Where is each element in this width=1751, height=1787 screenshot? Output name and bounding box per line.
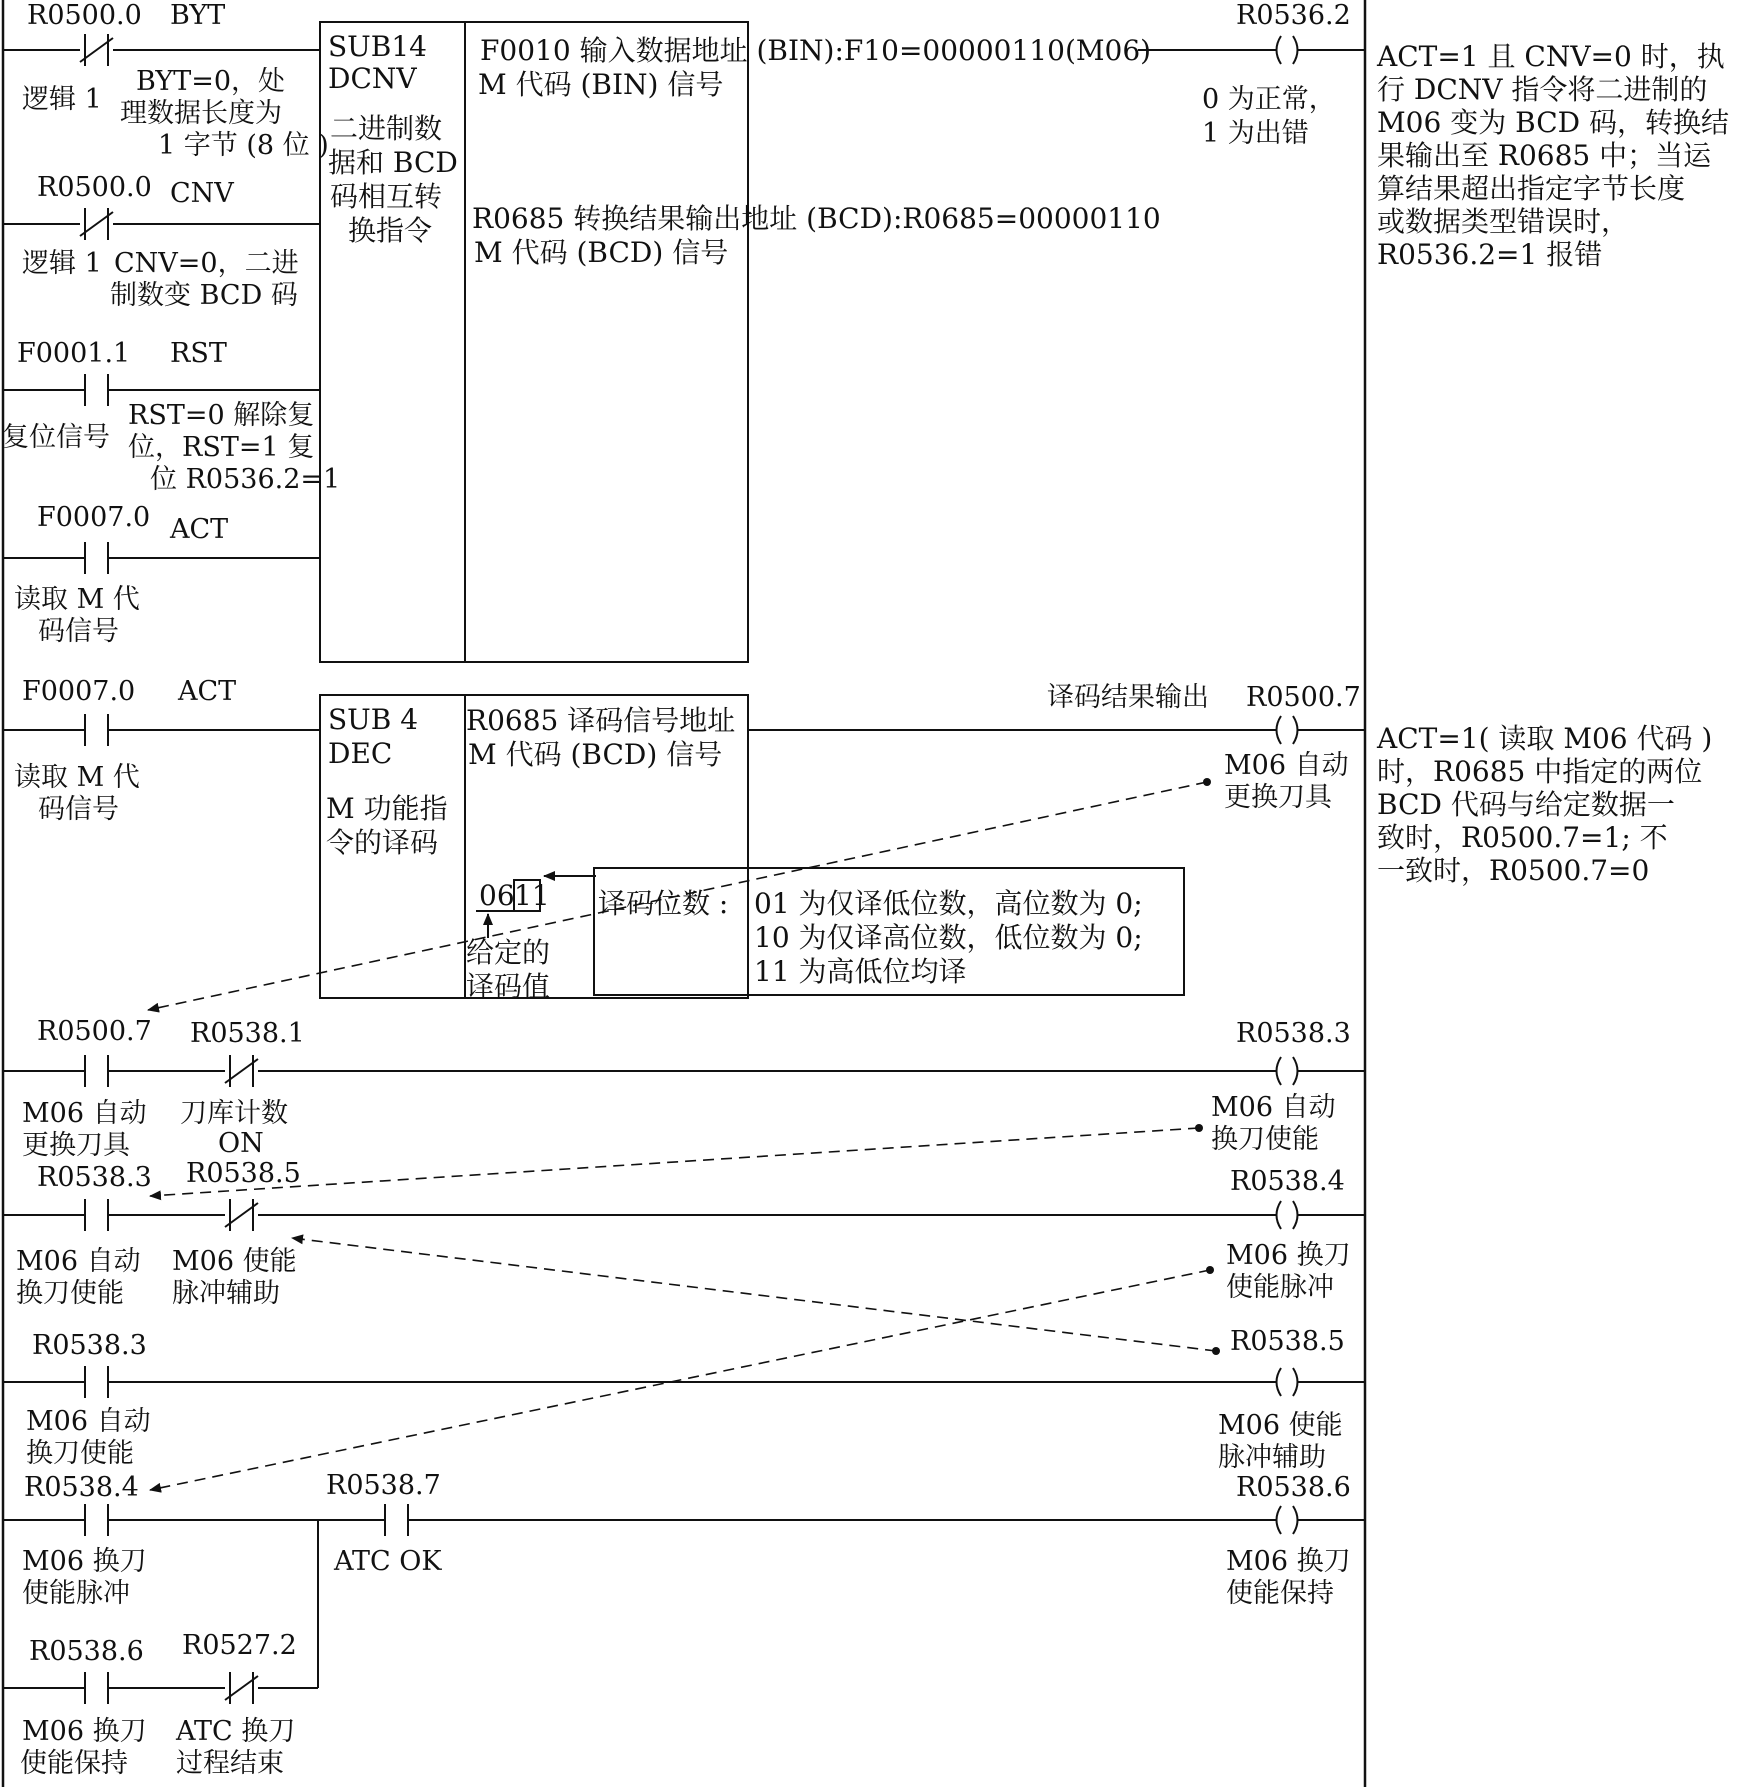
rst-note-4: 位 R0536.2=1 [150,464,341,495]
contact-r0527-2 [225,1672,258,1704]
coil-r0500-7 [1277,716,1298,744]
coil-r0536-2-note-2: 1 为出错 [1202,118,1309,149]
r6-coil-note-1: M06 换刀 [1226,1546,1351,1577]
decode-value: 06 [479,879,515,912]
contact-r0538-6 [85,1672,108,1704]
coil-r0500-7-address: R0500.7 [1246,682,1361,713]
r3-contact-2-note-1: 刀库计数 [180,1098,288,1129]
r3-coil-note-2: 换刀使能 [1211,1124,1319,1155]
coil-r0538-4 [1277,1201,1298,1229]
given-decode-value-1: 给定的 [466,936,551,969]
act-address-dec: F0007.0 [22,676,136,707]
dec-param-signal: M 代码 (BCD) 信号 [468,738,723,771]
r5-coil-note-2: 脉冲辅助 [1218,1442,1326,1473]
rung-auto-tool-change-enable [3,1016,1365,1161]
dcnv-comment-3: M06 变为 BCD 码，转换结 [1377,106,1729,139]
r4-contact-1-note-1: M06 自动 [16,1246,141,1277]
r3-coil-note-1: M06 自动 [1211,1092,1336,1123]
r5-contact-address: R0538.3 [32,1330,147,1361]
dec-func-2: DEC [328,737,393,770]
cnv-note-1: 逻辑 1 [22,248,102,279]
r6-coil-address: R0538.6 [1236,1472,1351,1503]
r4-contact-2-address: R0538.5 [186,1158,301,1189]
r5-contact-note-1: M06 自动 [26,1406,151,1437]
coil-r0500-7-note-1: M06 自动 [1224,750,1349,781]
r6-coil-note-2: 使能保持 [1226,1578,1334,1609]
contact-r0538-4 [85,1504,108,1536]
dcnv-output-param: R0685 转换结果输出地址 (BCD):R0685=00000110 [472,202,1161,235]
r4-contact-2-note-2: 脉冲辅助 [172,1278,280,1309]
coil-r0536-2-note-1: 0 为正常， [1202,84,1336,115]
xref-arrow-r0538-4 [150,1270,1210,1490]
coil-r0536-2 [1277,36,1298,64]
r5-coil-note-1: M06 使能 [1218,1410,1343,1441]
dcnv-func-1: SUB14 [328,30,427,63]
byt-note-1: 逻辑 1 [22,84,102,115]
rung-tool-change-enable-pulse [3,1158,1365,1309]
cnv-name: CNV [170,178,234,209]
r6-contact-2-address: R0538.7 [326,1470,441,1501]
dec-comment-4: 致时，R0500.7=1; 不 [1377,821,1668,854]
contact-r0500-7 [85,1055,108,1087]
dec-func-4: 令的译码 [326,826,439,859]
r4-coil-note-1: M06 换刀 [1226,1240,1351,1271]
dec-comment-3: BCD 代码与给定数据一 [1377,788,1675,821]
r6-contact-1-address: R0538.4 [24,1472,139,1503]
dcnv-func-2: DCNV [328,62,417,95]
rst-note-3: 位，RST=1 复 [128,432,315,463]
coil-r0538-6 [1277,1506,1298,1534]
r4-coil-note-2: 使能脉冲 [1226,1272,1334,1303]
dcnv-func-6: 换指令 [348,214,433,247]
r5-coil-address: R0538.5 [1230,1326,1345,1357]
r6-contact-2-note: ATC OK [334,1546,442,1577]
contact-act-dcnv [85,542,108,574]
rung-dcnv [2,0,1729,662]
rst-note-1: 复位信号 [2,422,110,453]
r4-contact-1-note-2: 换刀使能 [16,1278,124,1309]
decode-digits-line-1: 01 为仅译低位数，高位数为 0; [754,887,1143,920]
coil-r0538-5 [1277,1368,1298,1396]
decode-digits-line-3: 11 为高低位均译 [754,955,967,988]
coil-r0538-3 [1277,1057,1298,1085]
decode-digits-title: 译码位数 : [598,887,729,920]
rung-enable-pulse-aux [3,1326,1365,1473]
act-note-dec-2: 码信号 [38,794,119,825]
given-decode-value-2: 译码值 [466,970,551,1003]
r4-contact-1-address: R0538.3 [37,1162,152,1193]
contact-r0538-7 [385,1504,408,1536]
byt-note-3: 理数据长度为 [120,98,282,129]
dcnv-comment-2: 行 DCNV 指令将二进制的 [1377,73,1708,106]
cross-reference-arrows [148,778,1220,1490]
byt-note-2: BYT=0，处 [136,66,286,97]
r3-contact-1-address: R0500.7 [37,1016,152,1047]
xref-arrow-r0538-3 [150,1128,1199,1196]
r5-contact-note-2: 换刀使能 [26,1438,134,1469]
rst-address: F0001.1 [17,338,131,369]
byt-name: BYT [170,0,226,31]
xref-arrow-r0538-5 [292,1238,1216,1351]
contact-rst [85,374,108,406]
contact-r0538-1 [225,1055,258,1087]
r6-contact-4-note-1: ATC 换刀 [176,1716,296,1747]
dcnv-input-param: F0010 输入数据地址 (BIN):F10=00000110(M06) [480,34,1152,67]
coil-r0536-2-address: R0536.2 [1236,0,1351,31]
dec-func-1: SUB 4 [328,703,419,736]
r4-contact-2-note-1: M06 使能 [172,1246,297,1277]
rst-name: RST [170,338,227,369]
act-note-dcnv-1: 读取 M 代 [14,584,140,615]
r3-contact-1-note-1: M06 自动 [22,1098,147,1129]
act-name-dcnv: ACT [170,514,229,545]
r4-coil-address: R0538.4 [1230,1166,1345,1197]
cnv-address: R0500.0 [37,172,152,203]
byt-address: R0500.0 [27,0,142,31]
act-address-dcnv: F0007.0 [37,502,151,533]
r6-contact-3-note-1: M06 换刀 [22,1716,147,1747]
dcnv-comment-6: 或数据类型错误时， [1377,205,1630,238]
dec-comment-2: 时，R0685 中指定的两位 [1377,755,1703,788]
dcnv-comment-1: ACT=1 且 CNV=0 时，执 [1377,40,1725,73]
dcnv-comment-5: 算结果超出指定字节长度 [1377,172,1686,205]
dcnv-comment-7: R0536.2=1 报错 [1377,238,1603,271]
coil-r0500-7-title: 译码结果输出 [1047,682,1209,713]
byt-note-4: 1 字节 (8 位 ) [158,130,329,161]
dcnv-func-5: 码相互转 [330,180,443,213]
dcnv-func-4: 据和 BCD [328,146,458,179]
act-name-dec: ACT [178,676,237,707]
cnv-note-2: CNV=0，二进 [114,248,299,279]
contact-r0538-5 [225,1199,258,1231]
r6-contact-3-address: R0538.6 [29,1636,144,1667]
r3-contact-2-address: R0538.1 [190,1018,305,1049]
dec-comment-5: 一致时，R0500.7=0 [1377,854,1650,887]
r6-contact-4-note-2: 过程结束 [176,1748,284,1779]
dcnv-func-3: 二进制数 [330,112,443,145]
rst-note-2: RST=0 解除复 [128,400,315,431]
dcnv-output-signal: M 代码 (BCD) 信号 [474,236,729,269]
coil-r0500-7-note-2: 更换刀具 [1224,782,1332,813]
cnv-note-3: 制数变 BCD 码 [110,280,298,311]
contact-r0538-3-b [85,1366,108,1398]
contact-r0538-3 [85,1199,108,1231]
r3-contact-1-note-2: 更换刀具 [22,1130,130,1161]
r6-contact-3-note-2: 使能保持 [20,1748,128,1779]
decode-digits-line-2: 10 为仅译高位数，低位数为 0; [754,921,1143,954]
r6-contact-1-note-2: 使能脉冲 [22,1578,130,1609]
dec-func-3: M 功能指 [326,792,448,825]
r3-coil-address: R0538.3 [1236,1018,1351,1049]
r6-contact-4-address: R0527.2 [182,1630,297,1661]
rung-dec [3,676,1712,1003]
contact-cnv [80,208,113,240]
act-note-dec-1: 读取 M 代 [14,762,140,793]
dcnv-comment-4: 果输出至 R0685 中；当运 [1377,139,1712,172]
decode-digits: 11 [514,879,550,912]
contact-act-dec [85,714,108,746]
dcnv-input-signal: M 代码 (BIN) 信号 [478,68,724,101]
r6-contact-1-note-1: M06 换刀 [22,1546,147,1577]
dec-comment-1: ACT=1( 读取 M06 代码 ) [1377,722,1713,755]
dec-param-address: R0685 译码信号地址 [466,704,736,737]
r3-contact-2-note-2: ON [218,1128,264,1159]
contact-byt [80,34,113,66]
act-note-dcnv-2: 码信号 [38,616,119,647]
rung-tool-change-enable-hold [3,1470,1365,1779]
